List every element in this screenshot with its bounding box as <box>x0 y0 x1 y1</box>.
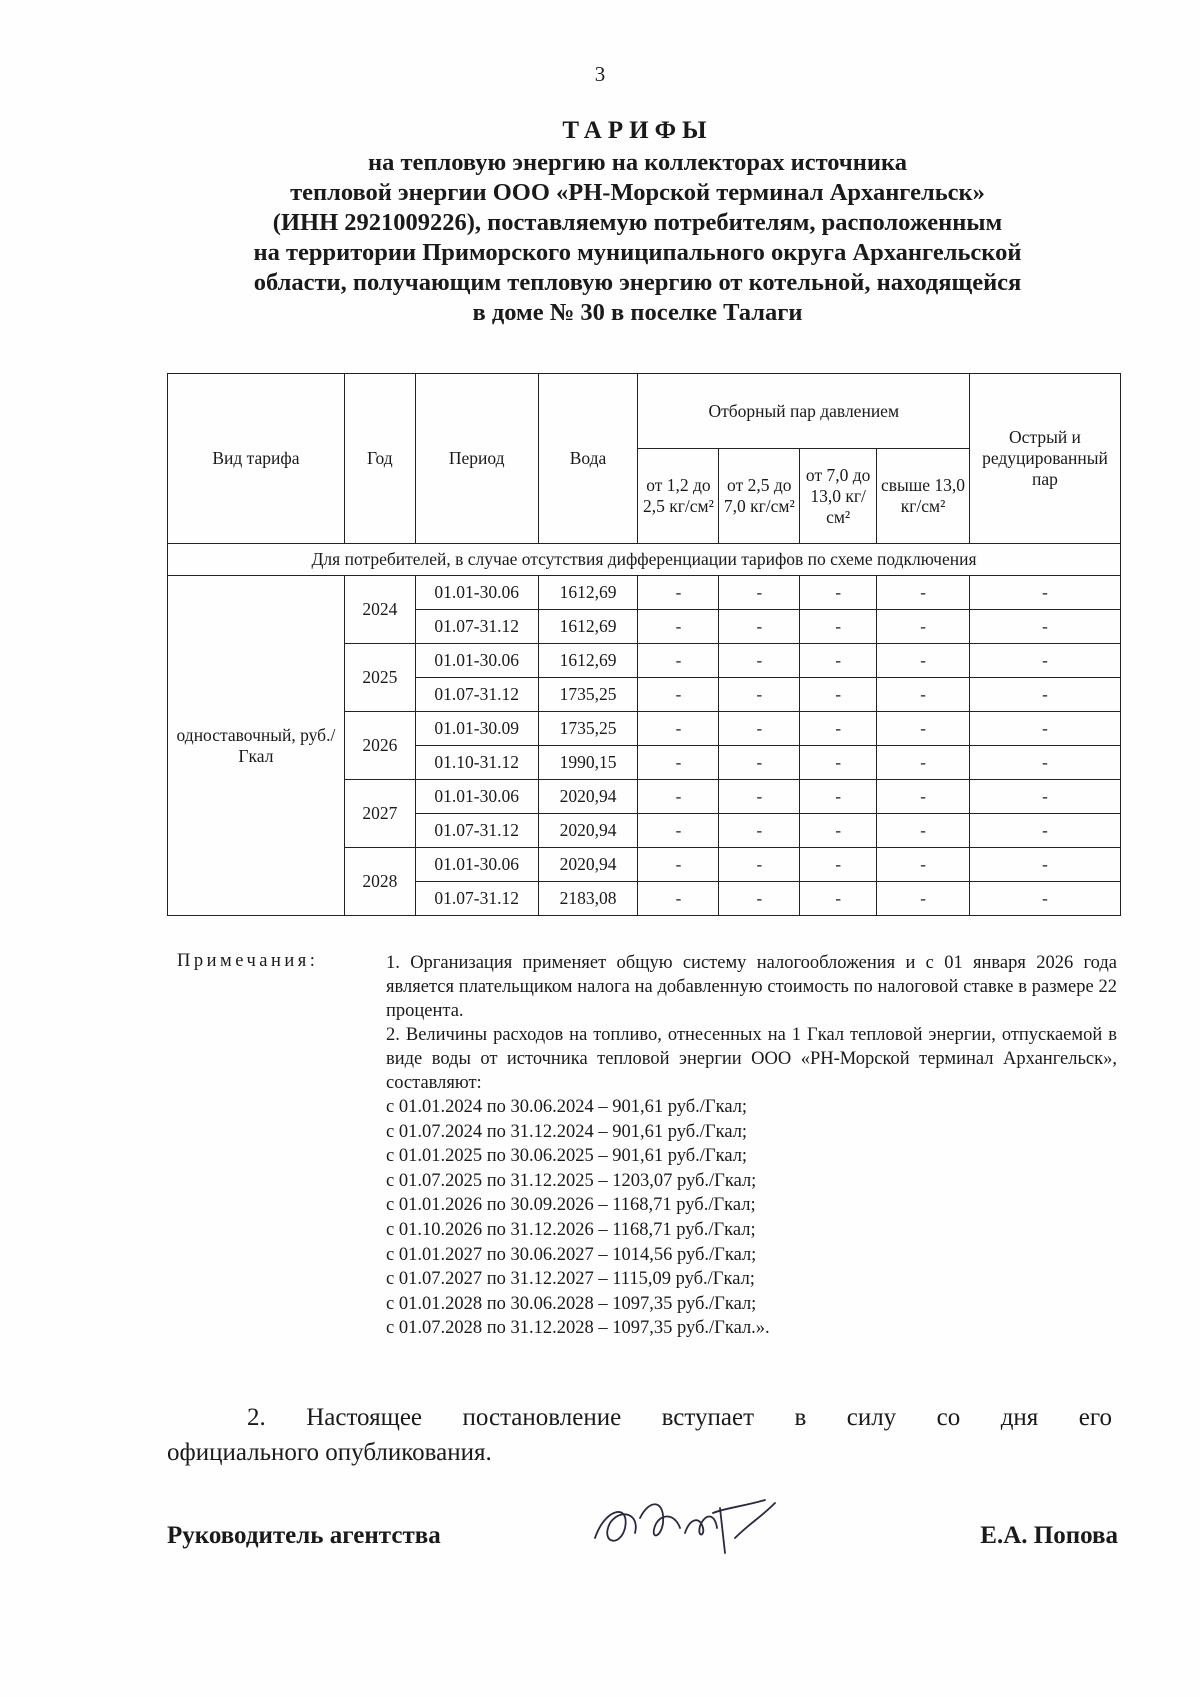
period-cell: 01.07-31.12 <box>415 882 538 916</box>
fuel-cost-item: с 01.07.2025 по 31.12.2025 – 1203,07 руб./Гкал; <box>386 1170 757 1191</box>
header-tariff-type: Вид тарифа <box>168 374 345 544</box>
steam-4-value: - <box>877 814 970 848</box>
steam-1-value: - <box>638 644 719 678</box>
header-period: Период <box>415 374 538 544</box>
steam-2-value: - <box>719 678 800 712</box>
period-cell: 01.07-31.12 <box>415 610 538 644</box>
fuel-cost-item: с 01.07.2027 по 31.12.2027 – 1115,09 руб./Гкал; <box>386 1269 755 1290</box>
year-cell: 2024 <box>344 576 415 644</box>
steam-1-value: - <box>638 780 719 814</box>
sharp-steam-value: - <box>969 678 1120 712</box>
title-line: области, получающим тепловую энергию от котельной, находящейся <box>253 269 1022 296</box>
fuel-cost-item: с 01.07.2028 по 31.12.2028 – 1097,35 руб./Гкал.». <box>386 1318 770 1339</box>
title-line: на территории Приморского муниципального округа Архангельской <box>253 239 1022 266</box>
signatory-name: Е.А. Попова <box>980 1522 1118 1549</box>
steam-4-value: - <box>877 848 970 882</box>
header-steam-1: от 1,2 до 2,5 кг/см² <box>638 449 719 544</box>
water-value: 2183,08 <box>538 882 638 916</box>
water-value: 2020,94 <box>538 814 638 848</box>
header-steam-3: от 7,0 до 13,0 кг/см² <box>800 449 877 544</box>
steam-4-value: - <box>877 678 970 712</box>
period-cell: 01.01-30.06 <box>415 848 538 882</box>
steam-2-value: - <box>719 746 800 780</box>
steam-3-value: - <box>800 576 877 610</box>
steam-1-value: - <box>638 814 719 848</box>
fuel-cost-list <box>386 1095 1117 1341</box>
steam-1-value: - <box>638 712 719 746</box>
steam-1-value: - <box>638 848 719 882</box>
fuel-cost-item: с 01.10.2026 по 31.12.2026 – 1168,71 руб./Гкал; <box>386 1219 756 1240</box>
year-cell: 2027 <box>344 780 415 848</box>
steam-1-value: - <box>638 882 719 916</box>
water-value: 1612,69 <box>538 576 638 610</box>
steam-3-value: - <box>800 712 877 746</box>
steam-3-value: - <box>800 848 877 882</box>
steam-2-value: - <box>719 848 800 882</box>
steam-4-value: - <box>877 746 970 780</box>
steam-1-value: - <box>638 678 719 712</box>
title-line: на тепловую энергию на коллекторах источника <box>368 149 907 176</box>
steam-1-value: - <box>638 576 719 610</box>
period-cell: 01.01-30.06 <box>415 576 538 610</box>
steam-4-value: - <box>877 780 970 814</box>
period-cell: 01.07-31.12 <box>415 678 538 712</box>
steam-3-value: - <box>800 882 877 916</box>
fuel-cost-item: с 01.01.2028 по 30.06.2028 – 1097,35 руб./Гкал; <box>386 1293 757 1314</box>
steam-3-value: - <box>800 814 877 848</box>
steam-3-value: - <box>800 678 877 712</box>
water-value: 2020,94 <box>538 848 638 882</box>
sharp-steam-value: - <box>969 644 1120 678</box>
sharp-steam-value: - <box>969 746 1120 780</box>
steam-3-value: - <box>800 780 877 814</box>
steam-1-value: - <box>638 746 719 780</box>
year-cell: 2028 <box>344 848 415 916</box>
steam-4-value: - <box>877 712 970 746</box>
period-cell: 01.01-30.06 <box>415 644 538 678</box>
handwritten-signature <box>585 1478 785 1568</box>
period-cell: 01.01-30.09 <box>415 712 538 746</box>
sharp-steam-value: - <box>969 610 1120 644</box>
water-value: 1612,69 <box>538 610 638 644</box>
period-cell: 01.07-31.12 <box>415 814 538 848</box>
title-line: в доме № 30 в поселке Талаги <box>472 299 803 326</box>
header-water: Вода <box>538 374 638 544</box>
fuel-cost-item: с 01.07.2024 по 31.12.2024 – 901,61 руб./Гкал; <box>386 1121 748 1142</box>
water-value: 2020,94 <box>538 780 638 814</box>
notes-body <box>386 951 1117 1341</box>
steam-2-value: - <box>719 576 800 610</box>
fuel-cost-item: с 01.01.2027 по 30.06.2027 – 1014,56 руб./Гкал; <box>386 1244 757 1265</box>
sharp-steam-value: - <box>969 576 1120 610</box>
water-value: 1990,15 <box>538 746 638 780</box>
notes-label: Примечания: <box>177 951 319 971</box>
steam-4-value: - <box>877 644 970 678</box>
tariffs-table <box>167 373 1121 916</box>
decree-paragraph <box>167 1400 1112 1470</box>
title-line: (ИНН 2921009226), поставляемую потребителям, расположенным <box>272 209 1003 236</box>
period-cell: 01.01-30.06 <box>415 780 538 814</box>
decree-line-2: официального опубликования. <box>167 1439 492 1466</box>
steam-2-value: - <box>719 712 800 746</box>
period-cell: 01.10-31.12 <box>415 746 538 780</box>
title-line: тепловой энергии ООО «РН-Морской терминал Архангельск» <box>290 179 985 206</box>
sharp-steam-value: - <box>969 814 1120 848</box>
page-number: 3 <box>594 62 606 86</box>
header-steam-2: от 2,5 до 7,0 кг/см² <box>719 449 800 544</box>
sharp-steam-value: - <box>969 712 1120 746</box>
fuel-cost-item: с 01.01.2026 по 30.09.2026 – 1168,71 руб./Гкал; <box>386 1195 756 1216</box>
steam-2-value: - <box>719 610 800 644</box>
water-value: 1735,25 <box>538 678 638 712</box>
tariff-name: одноставочный, руб./Гкал <box>168 576 345 916</box>
steam-4-value: - <box>877 610 970 644</box>
signatory-title: Руководитель агентства <box>167 1522 441 1549</box>
steam-2-value: - <box>719 644 800 678</box>
year-cell: 2025 <box>344 644 415 712</box>
section-title: Для потребителей, в случае отсутствия дифференциации тарифов по схеме подключения <box>168 544 1121 576</box>
note-1: 1. Организация применяет общую систему налогообложения и с 01 января 2026 года является плательщиком налога на добавленную стоимость по налоговой ставке в размере 22 процента. <box>386 953 1117 1021</box>
sharp-steam-value: - <box>969 848 1120 882</box>
document-title <box>150 116 1125 328</box>
steam-2-value: - <box>719 780 800 814</box>
steam-4-value: - <box>877 576 970 610</box>
water-value: 1612,69 <box>538 644 638 678</box>
steam-1-value: - <box>638 610 719 644</box>
title-main: ТАРИФЫ <box>562 117 713 144</box>
year-cell: 2026 <box>344 712 415 780</box>
steam-3-value: - <box>800 746 877 780</box>
header-sharp-steam: Острый и редуцированный пар <box>969 374 1120 544</box>
header-steam-group: Отборный пар давлением <box>638 374 970 449</box>
steam-2-value: - <box>719 814 800 848</box>
fuel-cost-item: с 01.01.2025 по 30.06.2025 – 901,61 руб./Гкал; <box>386 1146 748 1167</box>
steam-4-value: - <box>877 882 970 916</box>
note-2: 2. Величины расходов на топливо, отнесенных на 1 Гкал тепловой энергии, отпускаемой в виде воды от источника тепловой энергии ООО «РН-Морской терминал Архангельск», составляют: <box>386 1025 1117 1093</box>
fuel-cost-item: с 01.01.2024 по 30.06.2024 – 901,61 руб./Гкал; <box>386 1097 748 1117</box>
sharp-steam-value: - <box>969 780 1120 814</box>
water-value: 1735,25 <box>538 712 638 746</box>
steam-3-value: - <box>800 644 877 678</box>
steam-2-value: - <box>719 882 800 916</box>
decree-line-1: 2. Настоящее постановление вступает в силу со дня его <box>247 1404 1112 1431</box>
sharp-steam-value: - <box>969 882 1120 916</box>
header-steam-4: свыше 13,0 кг/см² <box>877 449 970 544</box>
header-year: Год <box>344 374 415 544</box>
steam-3-value: - <box>800 610 877 644</box>
